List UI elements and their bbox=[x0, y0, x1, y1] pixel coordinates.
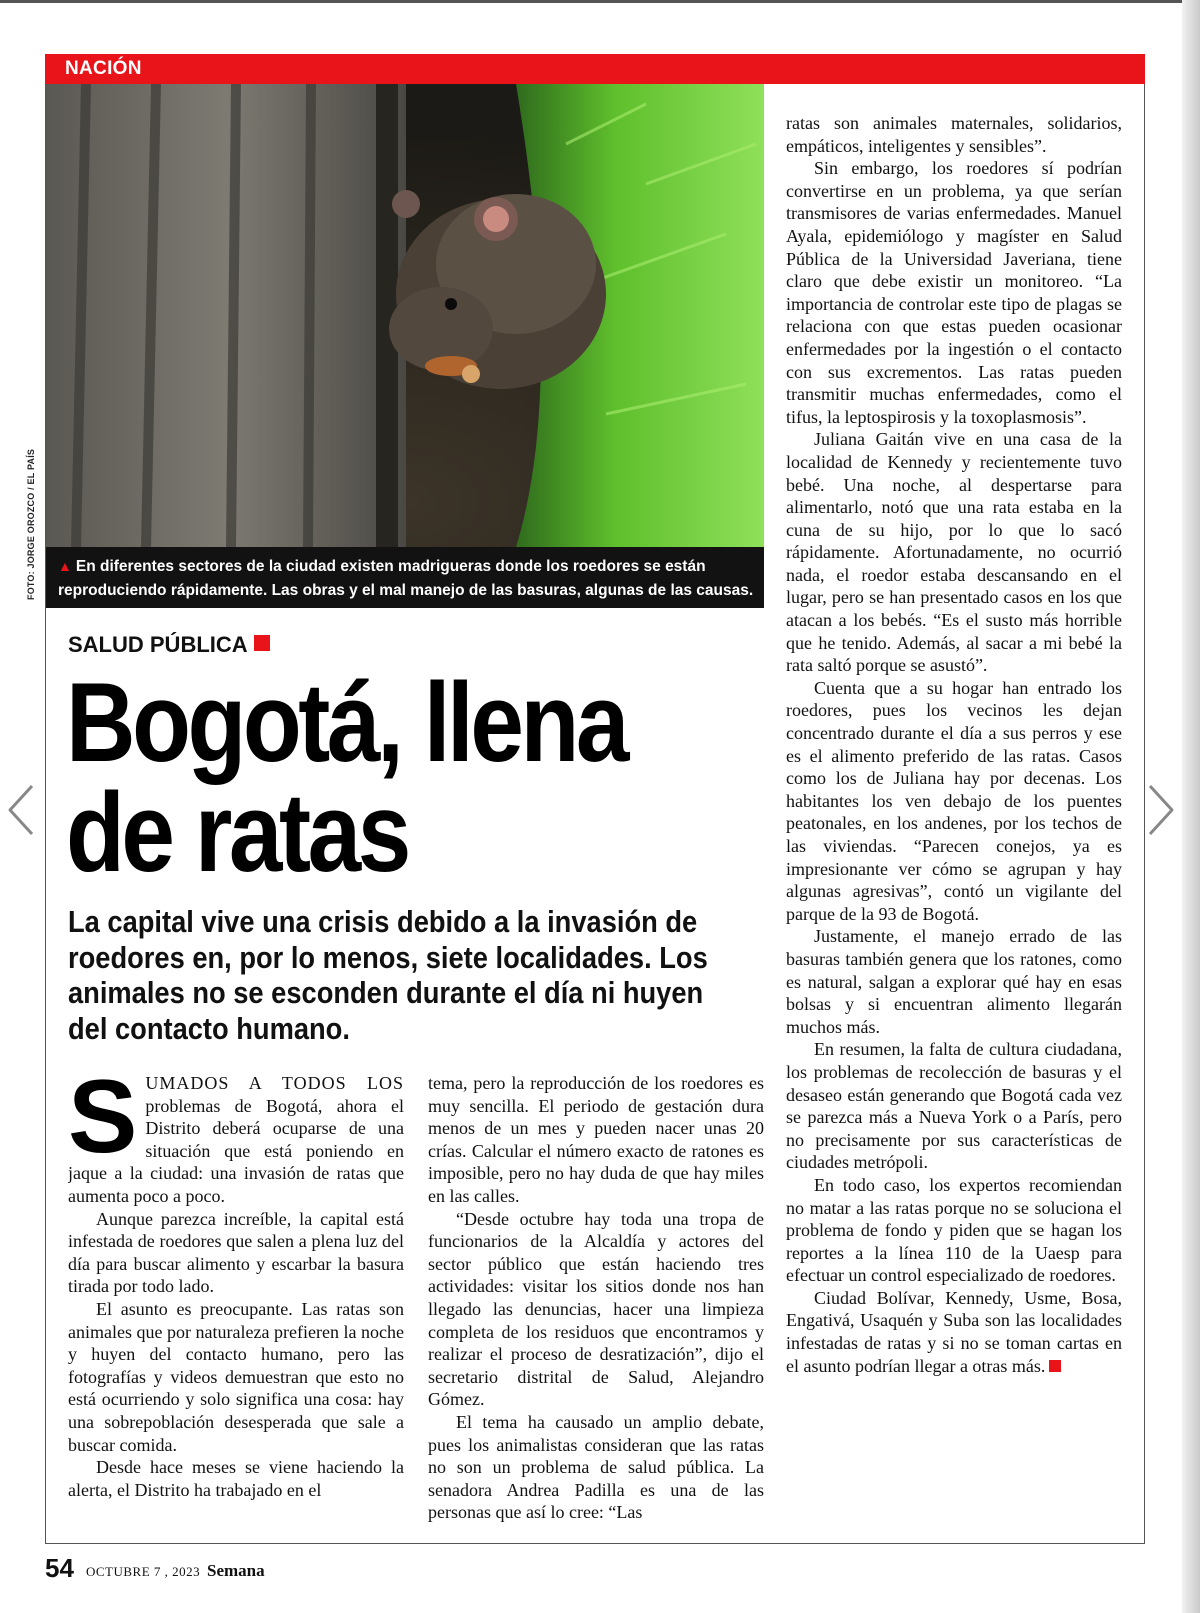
kicker-label: SALUD PÚBLICA bbox=[68, 632, 248, 657]
body-paragraph: Desde hace meses se viene haciendo la alerta, el Distrito ha trabajado en el bbox=[68, 1457, 404, 1500]
end-square-icon bbox=[1049, 1360, 1061, 1372]
body-paragraph: “Desde octubre hay toda una tropa de funcionarios de la Alcaldía y actores del sector público que están haciendo tres actividades: visitar los sitios donde nos han llegado las denuncias, hacer una limpieza completa de los residuos que encontramos y realizar el proceso de desratización”, dijo el secretario distrital de Salud, Alejandro Gómez. bbox=[428, 1208, 764, 1410]
body-column-1 bbox=[68, 1072, 404, 1522]
magazine-name: Semana bbox=[207, 1561, 265, 1580]
body-paragraph: ratas son animales maternales, solidarios, empáticos, inteligentes y sensibles”. bbox=[786, 113, 1122, 156]
rat-photo-illustration bbox=[46, 84, 764, 547]
page-number: 54 bbox=[45, 1553, 74, 1583]
article-photo bbox=[46, 84, 764, 547]
body-column-2 bbox=[428, 1072, 764, 1522]
kicker-square-icon bbox=[254, 635, 270, 651]
body-paragraph: En resumen, la falta de cultura ciudadana, los problemas de recolección de basuras y el desaseo están generando que Bogotá cada vez se parezca más a Nueva York o a París, pero no precisamente por sus características de ciudades metrópoli. bbox=[786, 1039, 1122, 1173]
headline-line-2: de ratas bbox=[66, 770, 408, 895]
article-dek: La capital vive una crisis debido a la invasión de roedores en, por lo menos, siete localidades. Los animales no se esconden durante el día ni huyen del contacto humano. bbox=[68, 904, 708, 1046]
lead-text: problemas de Bogotá, ahora el Distrito deberá ocuparse de una situación que está poniendo en jaque a la ciudad: una invasión de ratas que aumenta poco a poco. bbox=[68, 1095, 404, 1206]
lead-paragraph bbox=[68, 1072, 404, 1208]
previous-page-button[interactable] bbox=[2, 782, 42, 838]
dropcap: S bbox=[68, 1072, 138, 1175]
headline-line-1: Bogotá, llena bbox=[66, 660, 627, 785]
headline bbox=[66, 660, 659, 895]
section-label: NACIÓN bbox=[65, 58, 142, 79]
caption-text: En diferentes sectores de la ciudad existen madrigueras donde los roedores se están reproduciendo rápidamente. Las obras y el mal manejo de las basuras, algunas de las causas. bbox=[58, 558, 754, 599]
photo-caption bbox=[46, 547, 764, 608]
body-paragraph: Sin embargo, los roedores sí podrían convertirse en un problema, ya que serían transmisores de varias enfermedades. Manuel Ayala, epidemiólogo y magíster en Salud Pública de la Universidad Javeriana, tiene claro que debe existir un monitoreo. “La importancia de controlar este tipo de plagas se relaciona con que estas pueden ocasionar enfermedades por la ingestión o el contacto con sus excrementos. Las ratas pueden transmitir muchas enfermedades, como el tifus, la leptospirosis y la toxoplasmosis”. bbox=[786, 158, 1122, 427]
issue-date: OCTUBRE 7 , 2023 bbox=[86, 1564, 201, 1579]
body-paragraph: Aunque parezca increíble, la capital está infestada de roedores que salen a plena luz del día para buscar alimento y escarbar la basura tirada por todo lado. bbox=[68, 1208, 404, 1297]
body-paragraph: Justamente, el manejo errado de las basuras también genera que los ratones, como es natural, salgan a explorar qué hay en esas bolsas y si encuentran alimento llegarán muchos más. bbox=[786, 926, 1122, 1037]
next-page-button[interactable] bbox=[1140, 782, 1180, 838]
body-paragraph: En todo caso, los expertos recomiendan no matar a las ratas porque no se soluciona el problema de fondo y piden que se hagan los reportes a la línea 110 de la Uaesp para efectuar un control especializado de roedores. bbox=[786, 1174, 1122, 1286]
lead-caps: UMADOS A TODOS LOS bbox=[145, 1073, 404, 1093]
body-paragraph: El asunto es preocupante. Las ratas son animales que por naturaleza prefieren la noche y huyen del contacto humano, pero las fotografías y videos demuestran que esto no está ocurriendo y solo significa una cosa: hay una sobrepoblación desesperada que sale a buscar comida. bbox=[68, 1298, 404, 1455]
top-border bbox=[0, 0, 1200, 3]
chevron-right-icon bbox=[1140, 782, 1180, 838]
section-bar bbox=[45, 54, 1145, 84]
body-column-3 bbox=[786, 112, 1122, 1522]
photo-credit: FOTO: JORGE OROZCO / EL PAÍS bbox=[26, 448, 36, 600]
kicker bbox=[68, 632, 270, 658]
final-paragraph-text: Ciudad Bolívar, Kennedy, Usme, Bosa, Engativá, Usaquén y Suba son las localidades infestadas de ratas y si no se toman cartas en el asunto podrían llegar a otras más. bbox=[786, 1287, 1122, 1376]
caption-triangle-icon: ▲ bbox=[58, 558, 72, 574]
body-paragraph: tema, pero la reproducción de los roedores es muy sencilla. El periodo de gestación dura menos de un mes y pueden nacer unas 20 crías. Calcular el número exacto de ratones es imposible, pero no hay duda de que hay miles en las calles. bbox=[428, 1073, 764, 1206]
page-edge-shadow bbox=[1182, 0, 1200, 1613]
final-paragraph bbox=[786, 1287, 1122, 1377]
chevron-left-icon bbox=[2, 782, 42, 838]
body-paragraph: Cuenta que a su hogar han entrado los roedores, pues los vecinos les dejan concentrado durante el día a sus perros y ese es el alimento preferido de las ratas. Casos como los de Juliana hay por decenas. Los habitantes los ven debajo de los puentes peatonales, en los andenes, por los techos de las viviendas. “Parecen conejos, ya es impresionante ver cómo se agrupan y hay algunas agresivas”, contó un vigilante del parque de la 93 de Bogotá. bbox=[786, 677, 1122, 924]
body-paragraph: El tema ha causado un amplio debate, pues los animalistas consideran que las ratas no son un problema de salud pública. La senadora Andrea Padilla es una de las personas que así lo cree: “Las bbox=[428, 1411, 764, 1522]
body-paragraph: Juliana Gaitán vive en una casa de la localidad de Kennedy y recientemente tuvo bebé. Una noche, al despertarse para alimentarlo, notó que una rata estaba en la cuna de su hijo, por lo que lo sacó rápidamente. Afortunadamente, no ocurrió nada, el roedor estaba descansando en el lugar, pero se han presentado casos en los que atacan a los bebés. “Es el susto más horrible que he tenido. Además, al sacar a mi bebé la rata saltó porque se asustó”. bbox=[786, 429, 1122, 676]
